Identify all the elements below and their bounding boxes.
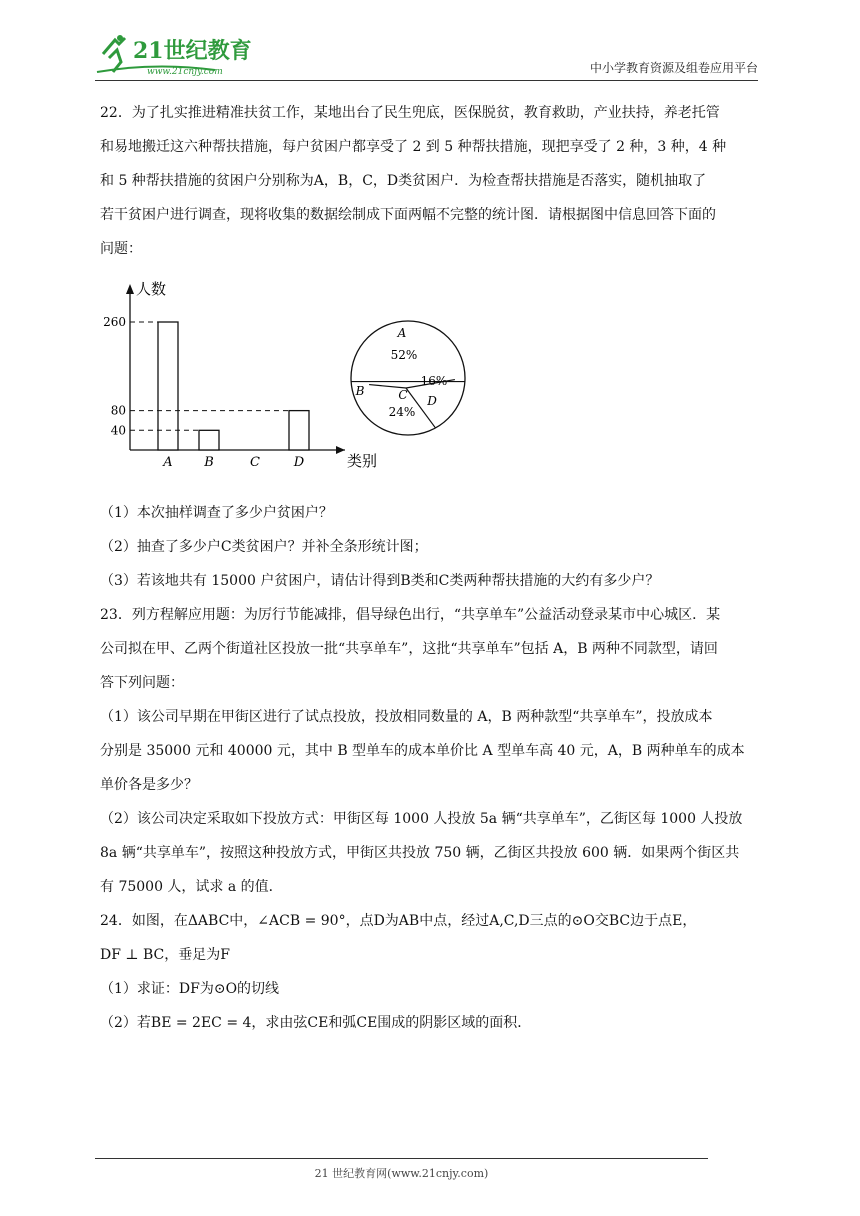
y-axis-arrow	[126, 284, 134, 294]
q22-sub-2: （2）抽查了多少户C类贫困户？并补全条形统计图；	[100, 539, 428, 555]
logo-text: 21世纪教育	[133, 38, 252, 64]
question-24	[100, 904, 765, 1040]
q23-sub1-line-2: 分别是 35000 元和 40000 元，其中 B 型单车的成本单价比 A 型单车高 40 元，A，B 两种单车的成本	[100, 743, 745, 759]
bar-chart	[100, 270, 378, 492]
q24-sub-1: （1）求证：DF为⊙O的切线	[100, 981, 280, 997]
q22-figures	[100, 270, 765, 492]
q24-line-2: DF ⊥ BC，垂足为F	[100, 947, 230, 963]
header-platform-text: 中小学教育资源及组卷应用平台	[589, 61, 758, 75]
q24-sub-2: （2）若BE = 2EC = 4，求由弦CE和弧CE围成的阴影区域的面积．	[100, 1015, 532, 1031]
q23-line-2: 公司拟在甲、乙两个街道社区投放一批“共享单车”，这批“共享单车”包括 A，B 两种不同款型，请回	[100, 641, 718, 657]
y-tick-label: 260	[103, 315, 126, 329]
site-logo	[95, 32, 265, 78]
q22-line-3: 和 5 种帮扶措施的贫困户分别称为A，B，C，D类贫困户．为检查帮扶措施是否落实，随机抽取了	[100, 173, 707, 189]
pie-percent-D: 16%	[420, 374, 448, 388]
y-axis-label: 人数	[136, 280, 167, 298]
y-tick-label: 80	[110, 403, 126, 418]
page-header	[95, 30, 758, 81]
q22-sub-1: （1）本次抽样调查了多少户贫困户？	[100, 505, 333, 521]
q23-sub2-line-3: 有 75000 人，试求 a 的值．	[100, 879, 283, 895]
x-tick-label-D: D	[293, 455, 305, 470]
q23-line-1: 23．列方程解应用题：为厉行节能减排，倡导绿色出行，“共享单车”公益活动登录某市中心城区．某	[100, 607, 721, 623]
pie-label-B: B	[355, 384, 365, 398]
q23-sub2-line-1: （2）该公司决定采取如下投放方式：甲街区每 1000 人投放 5a 辆“共享单车”，乙街区每 1000 人投放	[100, 811, 743, 827]
bar-D	[289, 411, 309, 450]
q23-sub2-line-2: 8a 辆“共享单车”，按照这种投放方式，甲街区共投放 750 辆，乙街区共投放 600 辆．如果两个街区共	[100, 845, 740, 861]
pie-chart	[343, 315, 473, 445]
footer-text: 21 世纪教育网(www.21cnjy.com)	[314, 1167, 489, 1180]
x-tick-label-B: B	[204, 455, 214, 470]
q24-line-1: 24．如图，在ΔABC中，∠ACB = 90°，点D为AB中点，经过A,C,D三点的⊙O交BC边于点E，	[100, 913, 697, 929]
exam-content	[100, 96, 765, 1040]
q22-line-4: 若干贫困户进行调查，现将收集的数据绘制成下面两幅不完整的统计图．请根据图中信息回答下面的	[100, 207, 716, 223]
q22-line-5: 问题：	[100, 241, 142, 257]
x-tick-label-A: A	[163, 455, 173, 470]
x-tick-label-C: C	[250, 455, 260, 470]
page-footer	[95, 1158, 708, 1180]
q23-sub1-line-1: （1）该公司早期在甲街区进行了试点投放，投放相同数量的 A，B 两种款型“共享单车”，投放成本	[100, 709, 713, 725]
q23-sub1-line-3: 单价各是多少？	[100, 777, 198, 793]
pie-label-D: D	[427, 394, 437, 408]
x-axis-arrow	[336, 446, 345, 454]
bar-B	[199, 430, 219, 450]
y-tick-label: 40	[110, 423, 126, 438]
question-22	[100, 96, 765, 598]
pie-label-A: A	[397, 326, 407, 340]
x-axis-label: 类别	[347, 452, 378, 470]
q22-sub-3: （3）若该地共有 15000 户贫困户，请估计得到B类和C类两种帮扶措施的大约有多少户？	[100, 573, 660, 589]
q23-line-3: 答下列问题：	[100, 675, 184, 691]
pie-percent-C: 24%	[388, 405, 416, 419]
question-23	[100, 598, 765, 904]
pie-percent-A: 52%	[390, 348, 418, 362]
q22-line-2: 和易地搬迁这六种帮扶措施，每户贫困户都享受了 2 到 5 种帮扶措施，现把享受了 2 种，3 种，4 种	[100, 139, 727, 155]
logo-url: www.21cnjy.com	[147, 67, 223, 77]
q22-line-1: 22．为了扎实推进精准扶贫工作，某地出台了民生兜底，医保脱贫，教育救助，产业扶持，养老托管	[100, 105, 720, 121]
pie-label-C: C	[398, 388, 408, 402]
